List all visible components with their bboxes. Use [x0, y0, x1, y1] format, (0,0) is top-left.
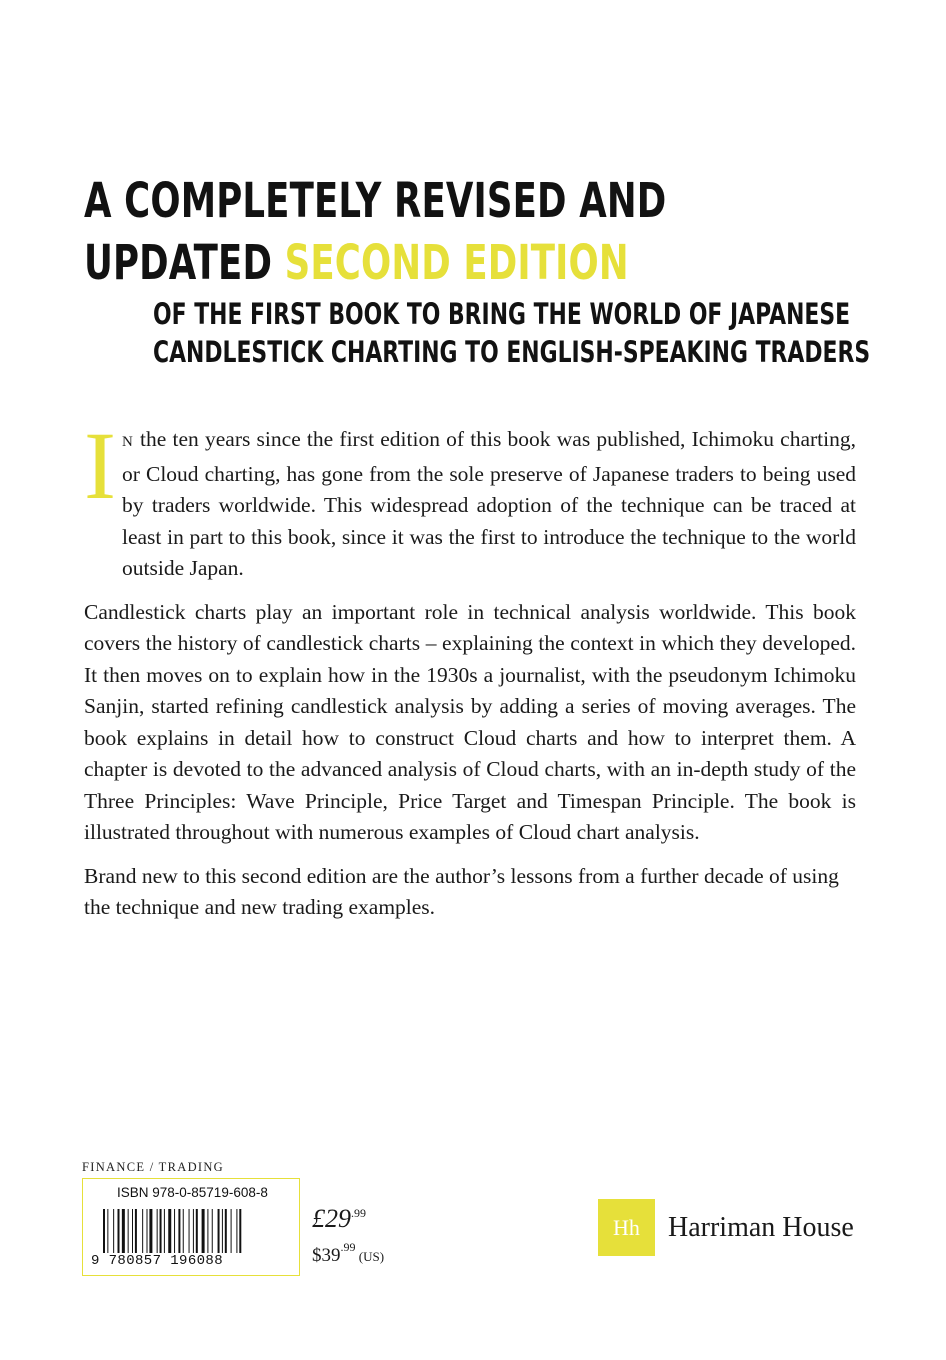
subhead-line-2: CANDLESTICK CHARTING TO ENGLISH-SPEAKING TRADERS: [153, 335, 871, 369]
blurb-paragraph-1: [84, 412, 856, 597]
barcode-box: [82, 1178, 300, 1276]
price-block: [312, 1198, 384, 1270]
publisher: [598, 1199, 854, 1256]
price-usd-main: $39: [312, 1245, 341, 1266]
price-gbp: [312, 1198, 384, 1234]
blurb-body: [84, 412, 856, 936]
category-label: FINANCE / TRADING: [82, 1160, 225, 1174]
publisher-name: Harriman House: [668, 1211, 854, 1243]
blurb-paragraph-2: Candlestick charts play an important role in technical analysis worldwide. This book covers the history of candlestick charts – explaining the context in which they developed. It then moves on to explain how in the 1930s a journalist, with the pseudonym Ichimoku Sanjin, started refining candlestick analysis by adding a series of moving averages. The book explains in detail how to construct Cloud charts and how to interpret them. A chapter is devoted to the advanced analysis of Cloud charts, with an in-depth study of the Three Principles: Wave Principle, Price Target and Timespan Principle. The book is illustrated throughout with numerous examples of Cloud chart analysis.: [84, 599, 856, 844]
isbn-label: ISBN 978-0-85719-608-8: [117, 1185, 268, 1200]
subheadline: [153, 295, 870, 371]
price-usd-cents: .99: [340, 1240, 356, 1254]
drop-cap-continuation: N: [122, 434, 134, 450]
barcode-digits: 9 780857 196088: [91, 1253, 224, 1269]
publisher-logo-icon: Hh: [598, 1199, 655, 1256]
price-gbp-pence: .99: [351, 1206, 366, 1220]
headline-accent: SECOND EDITION: [284, 235, 629, 291]
headline-line-2-prefix: UPDATED: [84, 235, 273, 291]
barcode-icon: [103, 1209, 279, 1253]
subhead-line-1: OF THE FIRST BOOK TO BRING THE WORLD OF JAPANESE: [153, 297, 851, 331]
price-gbp-main: £29: [312, 1204, 351, 1233]
headline: [84, 170, 666, 294]
paragraph-1-text: the ten years since the first edition of this book was published, Ichimoku charting, or Cloud charting, has gone from the sole preserve of Japanese traders to being used by traders worldwide. This widespread adoption of the technique can be traced at least in part to this book, since it was the first to introduce the technique to the world outside Japan.: [122, 427, 856, 580]
price-usd-suffix: (US): [355, 1249, 385, 1264]
price-usd: [312, 1234, 384, 1270]
headline-line-1: A COMPLETELY REVISED AND: [84, 173, 667, 229]
drop-cap: I: [84, 412, 116, 519]
blurb-paragraph-3: Brand new to this second edition are the author’s lessons from a further decade of using the technique and new trading examples.: [84, 863, 839, 919]
